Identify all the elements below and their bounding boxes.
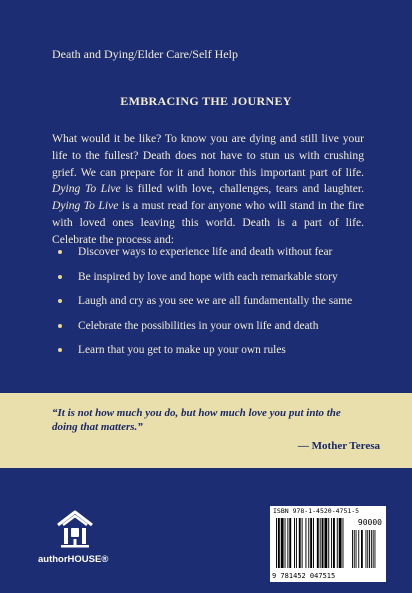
category-line: Death and Dying/Elder Care/Self Help xyxy=(52,47,238,61)
list-item: Celebrate the possibilities in your own life and death xyxy=(52,319,382,344)
list-item: Laugh and cry as you see we are all fundamentally the same xyxy=(52,294,382,319)
intro-text-3: is a must read for anyone who will stand in the fire with loved ones leaving this world. Death is a part of life. Celebrate the process and: xyxy=(52,199,364,246)
isbn-barcode xyxy=(270,506,386,582)
intro-text-2: is filled with love, challenges, tears and laughter. xyxy=(120,182,364,196)
benefit-list xyxy=(52,245,382,368)
bullet-dot-icon xyxy=(58,275,62,279)
quote-attribution: — Mother Teresa xyxy=(297,440,380,452)
barcode-bars xyxy=(276,518,380,568)
publisher-logo xyxy=(38,509,118,573)
book-title-1: Dying To Live xyxy=(52,182,121,196)
section-heading: EMBRACING THE JOURNEY xyxy=(120,94,292,108)
quote-band xyxy=(0,393,412,468)
list-item: Be inspired by love and hope with each remarkable story xyxy=(52,270,382,295)
quote-text: “It is not how much you do, but how much love you put into the doing that matters.” xyxy=(52,407,341,433)
price-code: 90000 xyxy=(357,518,382,527)
list-item: Discover ways to experience life and death without fear xyxy=(52,245,382,270)
bullet-dot-icon xyxy=(58,299,62,303)
publisher-house-icon xyxy=(56,509,94,549)
bullet-dot-icon xyxy=(58,348,62,352)
bullet-dot-icon xyxy=(58,250,62,254)
barcode-digits: 9 781452 047515 xyxy=(272,572,336,580)
intro-text-1: What would it be like? To know you are dying and still live your life to the fullest? Death does not have to stun us with crushing grief. We can prepare for it and honor this important part of life. xyxy=(52,132,364,179)
publisher-name: authorHOUSE® xyxy=(38,554,109,565)
book-title-2: Dying To Live xyxy=(52,199,119,213)
isbn-label: ISBN 978-1-4520-4751-5 xyxy=(273,507,360,515)
bullet-dot-icon xyxy=(58,324,62,328)
list-item: Learn that you get to make up your own rules xyxy=(52,343,382,368)
intro-paragraph xyxy=(52,131,364,249)
